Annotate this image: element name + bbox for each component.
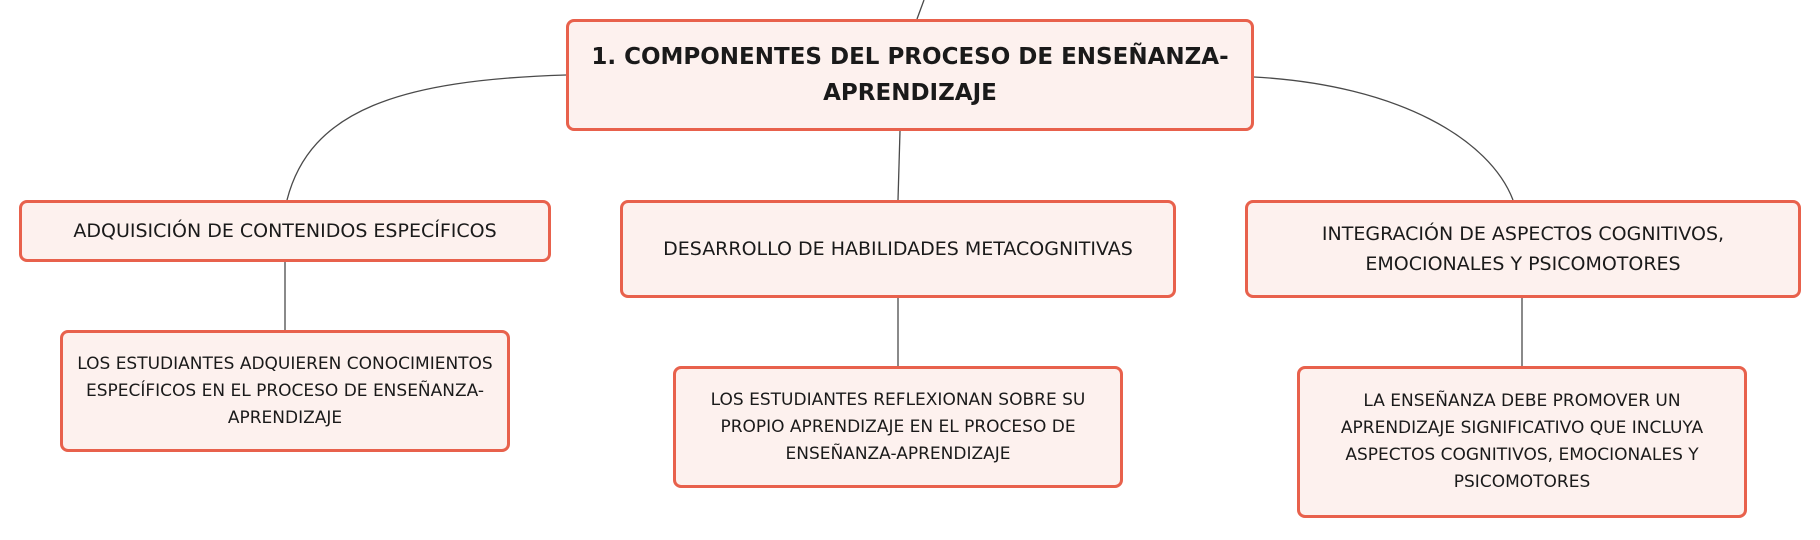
root-topic-node[interactable] (566, 19, 1254, 131)
detail-node-contenidos[interactable] (60, 330, 510, 452)
root-topic-title: 1. COMPONENTES DEL PROCESO DE ENSEÑANZA-APRENDIZAJE (591, 44, 1229, 106)
detail-text: LOS ESTUDIANTES REFLEXIONAN SOBRE SU PROPIO APRENDIZAJE EN EL PROCESO DE ENSEÑANZA-APRENDIZAJE (710, 389, 1086, 464)
branch-label: INTEGRACIÓN DE ASPECTOS COGNITIVOS, EMOCIONALES Y PSICOMOTORES (1321, 223, 1725, 275)
detail-node-integracion[interactable] (1297, 366, 1747, 518)
detail-text: LA ENSEÑANZA DEBE PROMOVER UN APRENDIZAJE SIGNIFICATIVO QUE INCLUYA ASPECTOS COGNITIVOS, EMOCIONALES Y PSICOMOTORES (1340, 391, 1704, 492)
branch-label: DESARROLLO DE HABILIDADES METACOGNITIVAS (663, 238, 1133, 260)
branch-label: ADQUISICIÓN DE CONTENIDOS ESPECÍFICOS (73, 220, 497, 242)
detail-text: LOS ESTUDIANTES ADQUIEREN CONOCIMIENTOS ESPECÍFICOS EN EL PROCESO DE ENSEÑANZA-APRENDIZAJE (77, 353, 493, 428)
connector-root-to-branch-2 (898, 131, 900, 200)
connector-root-to-branch-3 (1254, 77, 1513, 200)
branch-node-contenidos[interactable] (19, 200, 551, 262)
branch-node-integracion[interactable] (1245, 200, 1801, 298)
detail-node-metacognitivas[interactable] (673, 366, 1123, 488)
branch-node-metacognitivas[interactable] (620, 200, 1176, 298)
connector-root-to-branch-1 (287, 75, 566, 200)
connector-incoming (917, 0, 924, 19)
